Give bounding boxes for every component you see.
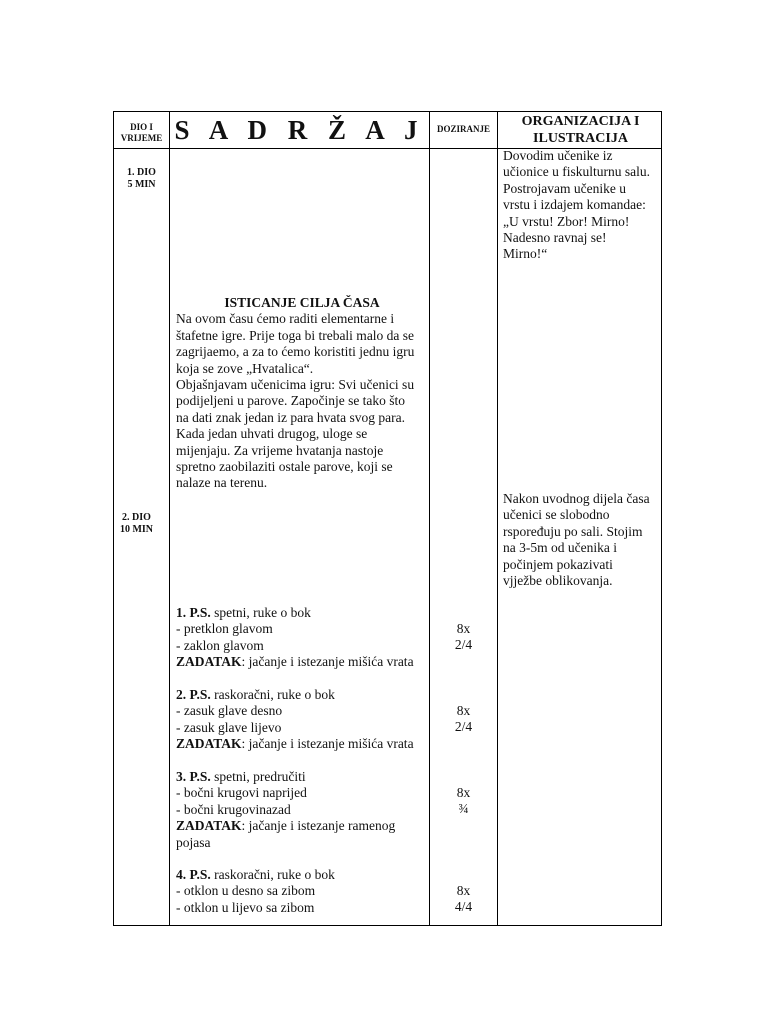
exercise-1: 1. P.S. spetni, ruke o bok - pretklon glavom - zaklon glavom ZADATAK: jačanje i istezanje mišića vrata bbox=[176, 605, 414, 670]
goal-title: ISTICANJE CILJA ČASA bbox=[224, 295, 380, 310]
exercise-2-dosage: 8x 2/4 bbox=[454, 703, 473, 735]
goal-block: ISTICANJE CILJA ČASA Na ovom času ćemo raditi elementarne i štafetne igre. Prije toga bi trebali malo da se zagrijaemo, a za to ćemo koristiti jednu igru koja se zove „Hvatalica“. Objašnjavam učenicima igru: Svi učenici su podijeljeni u parove. Započinje se tako što na dati znak jedan iz para hvata svog para. Kada jedan uhvati drugog, uloge se mijenjaju. Za vrijeme hvatanja nastoje spretno zaobilaziti ostale parove, koji se nalaze na terenu. bbox=[176, 295, 428, 492]
organization-block-exercises: Nakon uvodnog dijela časa učenici se slobodno rspoređuju po sali. Stojim na 3-5m od učenika i počinjem pokazivati vjježbe oblikovanja. bbox=[503, 491, 650, 589]
exercise-4-dosage: 8x 4/4 bbox=[454, 883, 473, 915]
exercise-2: 2. P.S. raskoračni, ruke o bok - zasuk glave desno - zasuk glave lijevo ZADATAK: jačanje i istezanje mišića vrata bbox=[176, 687, 414, 752]
header-organization: ORGANIZACIJA I ILUSTRACIJA bbox=[521, 114, 640, 146]
exercise-3-dosage: 8x ¾ bbox=[456, 785, 471, 817]
header-dosage: DOZIRANJE bbox=[436, 124, 490, 134]
exercise-1-dosage: 8x 2/4 bbox=[454, 621, 473, 653]
exercise-4: 4. P.S. raskoračni, ruke o bok - otklon u desno sa zibom - otklon u lijevo sa zibom bbox=[176, 867, 335, 915]
lesson-table bbox=[113, 111, 662, 926]
organization-block-intro: Dovodim učenike iz učionice u fiskulturnu salu. Postrojavam učenike u vrstu i izdajem komandae: „U vrstu! Zbor! Mirno! Nadesno ravnaj se! Mirno!“ bbox=[503, 148, 650, 262]
header-part-time: DIO I VRIJEME bbox=[120, 122, 163, 143]
section-part-2: 2. DIO 10 MIN bbox=[119, 512, 154, 535]
column-divider bbox=[169, 112, 170, 925]
column-divider bbox=[497, 112, 498, 925]
section-part-1: 1. DIO 5 MIN bbox=[127, 167, 156, 190]
exercise-3: 3. P.S. spetni, predručiti - bočni krugovi naprijed - bočni krugovinazad ZADATAK: jačanje i istezanje ramenog pojasa bbox=[176, 769, 396, 850]
header-content-title: S A D R Ž A J bbox=[174, 115, 425, 145]
